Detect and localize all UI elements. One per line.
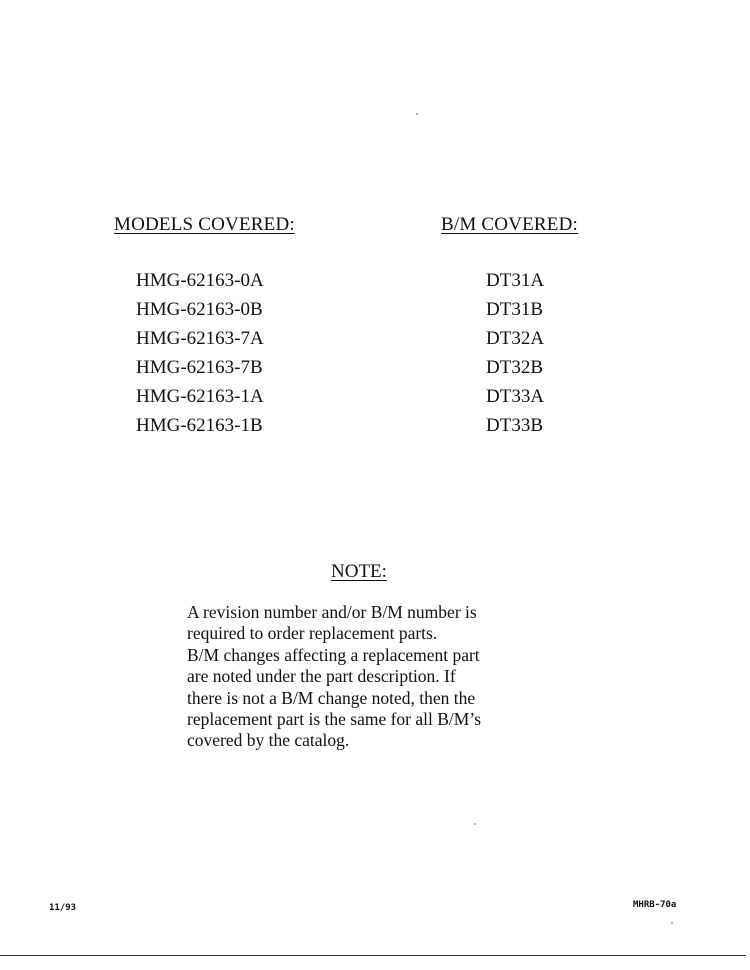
model-item: HMG-62163-7A bbox=[136, 328, 264, 349]
note-line: A revision number and/or B/M number is bbox=[187, 602, 477, 622]
bm-covered-heading: B/M COVERED: bbox=[441, 214, 578, 235]
models-covered-heading: MODELS COVERED: bbox=[114, 214, 295, 235]
model-item: HMG-62163-1B bbox=[136, 415, 263, 436]
bm-item: DT31B bbox=[486, 299, 543, 320]
model-item: HMG-62163-0A bbox=[136, 270, 264, 291]
bm-item: DT31A bbox=[486, 270, 545, 291]
model-item: HMG-62163-7B bbox=[136, 357, 263, 378]
note-heading: NOTE: bbox=[331, 561, 387, 582]
footer-doc-code: MHRB-70a bbox=[633, 900, 677, 910]
bottom-rule bbox=[0, 955, 746, 956]
bm-item: DT33B bbox=[486, 415, 543, 436]
bm-list bbox=[486, 266, 544, 440]
note-line: replacement part is the same for all B/M’s bbox=[187, 709, 482, 730]
footer-date: 11/93 bbox=[49, 903, 77, 913]
bm-item: DT33A bbox=[486, 386, 545, 407]
note-line: covered by the catalog. bbox=[187, 730, 350, 751]
bm-item: DT32A bbox=[486, 328, 545, 349]
scan-speck bbox=[474, 823, 476, 825]
note-line: are noted under the part description. If bbox=[187, 666, 456, 687]
model-item: HMG-62163-0B bbox=[136, 299, 263, 320]
model-item: HMG-62163-1A bbox=[136, 386, 264, 407]
bm-item: DT32B bbox=[486, 357, 543, 378]
note-body bbox=[187, 602, 547, 752]
note-line: there is not a B/M change noted, then the bbox=[187, 687, 476, 708]
note-line: required to order replacement parts. bbox=[187, 623, 438, 644]
scan-speck bbox=[416, 113, 418, 115]
models-list bbox=[136, 266, 264, 440]
scan-speck bbox=[671, 922, 673, 924]
note-line: B/M changes affecting a replacement part bbox=[187, 644, 480, 665]
